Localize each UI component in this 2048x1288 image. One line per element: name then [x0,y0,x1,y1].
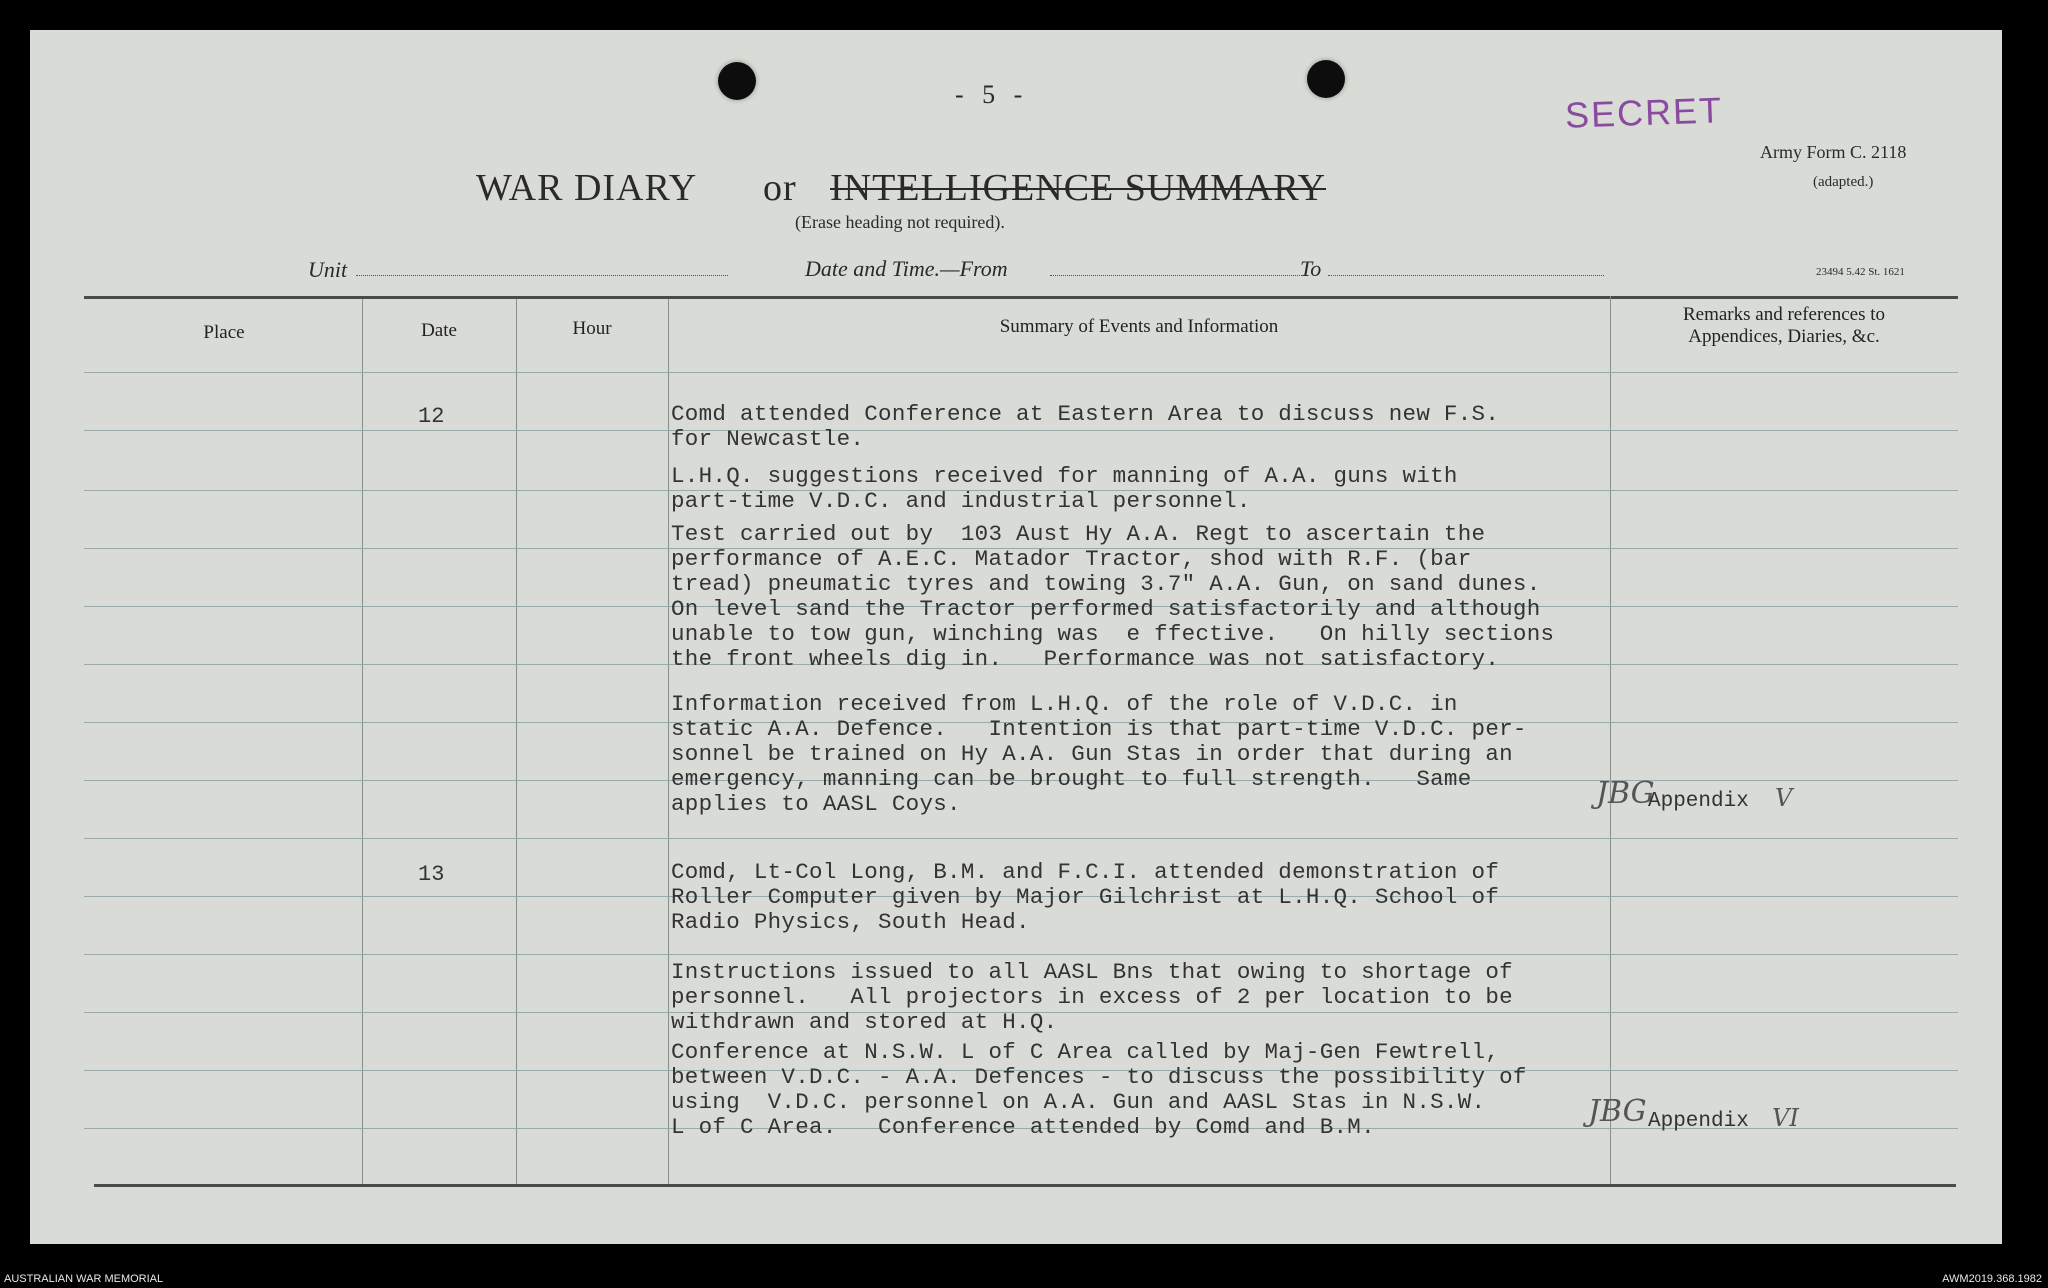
column-divider-date [516,299,517,1184]
appendix-reference: Appendix [1648,790,1749,813]
entry-date: 12 [418,404,445,429]
column-header-place: Place [203,322,245,343]
column-divider-place [362,299,363,1184]
summary-entry: Instructions issued to all AASL Bns that owing to shortage of personnel. All projectors in excess of 2 per location to be withdrawn and stored at H.Q. [671,959,1513,1035]
to-dotted-line [1328,275,1604,276]
ruled-line [84,954,1958,955]
page-number: - 5 - [955,80,1029,109]
summary-entry: Information received from L.H.Q. of the role of V.D.C. in static A.A. Defence. Intention is that part-time V.D.C. per- sonnel be trained on Hy A.A. Gun Stas in order that during an emergency, manning can be brought to full strength. Same applies to AASL Coys. [671,691,1527,817]
title-note: (Erase heading not required). [795,212,1005,232]
title-war-diary: WAR DIARY [476,167,698,209]
unit-label: Unit [308,257,348,282]
footer-source: AUSTRALIAN WAR MEMORIAL [4,1273,164,1285]
column-header-remarks: Remarks and references to Appendices, Diaries, &c. [1682,304,1886,347]
adapted-label: (adapted.) [1813,174,1874,190]
initials-signature: JBG [1596,776,1655,811]
column-header-summary: Summary of Events and Information [999,316,1279,337]
column-divider-hour [668,299,669,1184]
entry-date: 13 [418,862,445,887]
header-rule [84,372,1958,373]
title-or: or [763,167,797,209]
unit-dotted-line [356,275,728,276]
print-code: 23494 5.42 St. 1621 [1816,266,1905,278]
from-dotted-line [1050,275,1308,276]
secret-stamp: SECRET [1564,89,1724,136]
summary-entry: Test carried out by 103 Aust Hy A.A. Regt to ascertain the performance of A.E.C. Matador Tractor, shod with R.F. (bar tread) pneumatic tyres and towing 3.7" A.A. Gun, on sand dunes. On level sand the Tractor performed satisfactorily and although unable to tow gun, winching was e ffective. On hilly sections the front wheels dig in. Performance was not satisfactory. [671,521,1555,672]
punch-hole-right [1307,60,1345,98]
punch-hole-left [718,62,756,100]
title-intelligence-summary: INTELLIGENCE SUMMARY [830,167,1327,209]
army-form-label: Army Form C. 2118 [1760,142,1907,162]
ruled-line [84,838,1958,839]
summary-entry: Comd attended Conference at Eastern Area to discuss new F.S. for Newcastle. [671,401,1500,452]
table-bottom-border [94,1184,1956,1187]
date-time-from-label: Date and Time.—From [805,256,1008,281]
footer-accession-number: AWM2019.368.1982 [1942,1273,2042,1285]
column-header-hour: Hour [572,318,612,339]
appendix-reference: Appendix [1648,1110,1749,1133]
to-label: To [1300,256,1322,281]
summary-entry: Conference at N.S.W. L of C Area called by Maj-Gen Fewtrell, between V.D.C. - A.A. Defences - to discuss the possibility of using V.D.C. personnel on A.A. Gun and AASL Stas in N.S.W. L of C Area. Conference attended by Comd and B.M. [671,1039,1527,1140]
initials-signature: JBG [1588,1094,1647,1129]
document-page [30,30,2002,1244]
summary-entry: Comd, Lt-Col Long, B.M. and F.C.I. attended demonstration of Roller Computer given by Major Gilchrist at L.H.Q. School of Radio Physics, South Head. [671,859,1500,935]
summary-entry: L.H.Q. suggestions received for manning of A.A. guns with part-time V.D.C. and industrial personnel. [671,463,1458,514]
column-header-date: Date [421,320,457,341]
appendix-numeral: V [1775,784,1793,812]
appendix-numeral: VI [1772,1104,1799,1132]
table-top-border [84,296,1958,299]
